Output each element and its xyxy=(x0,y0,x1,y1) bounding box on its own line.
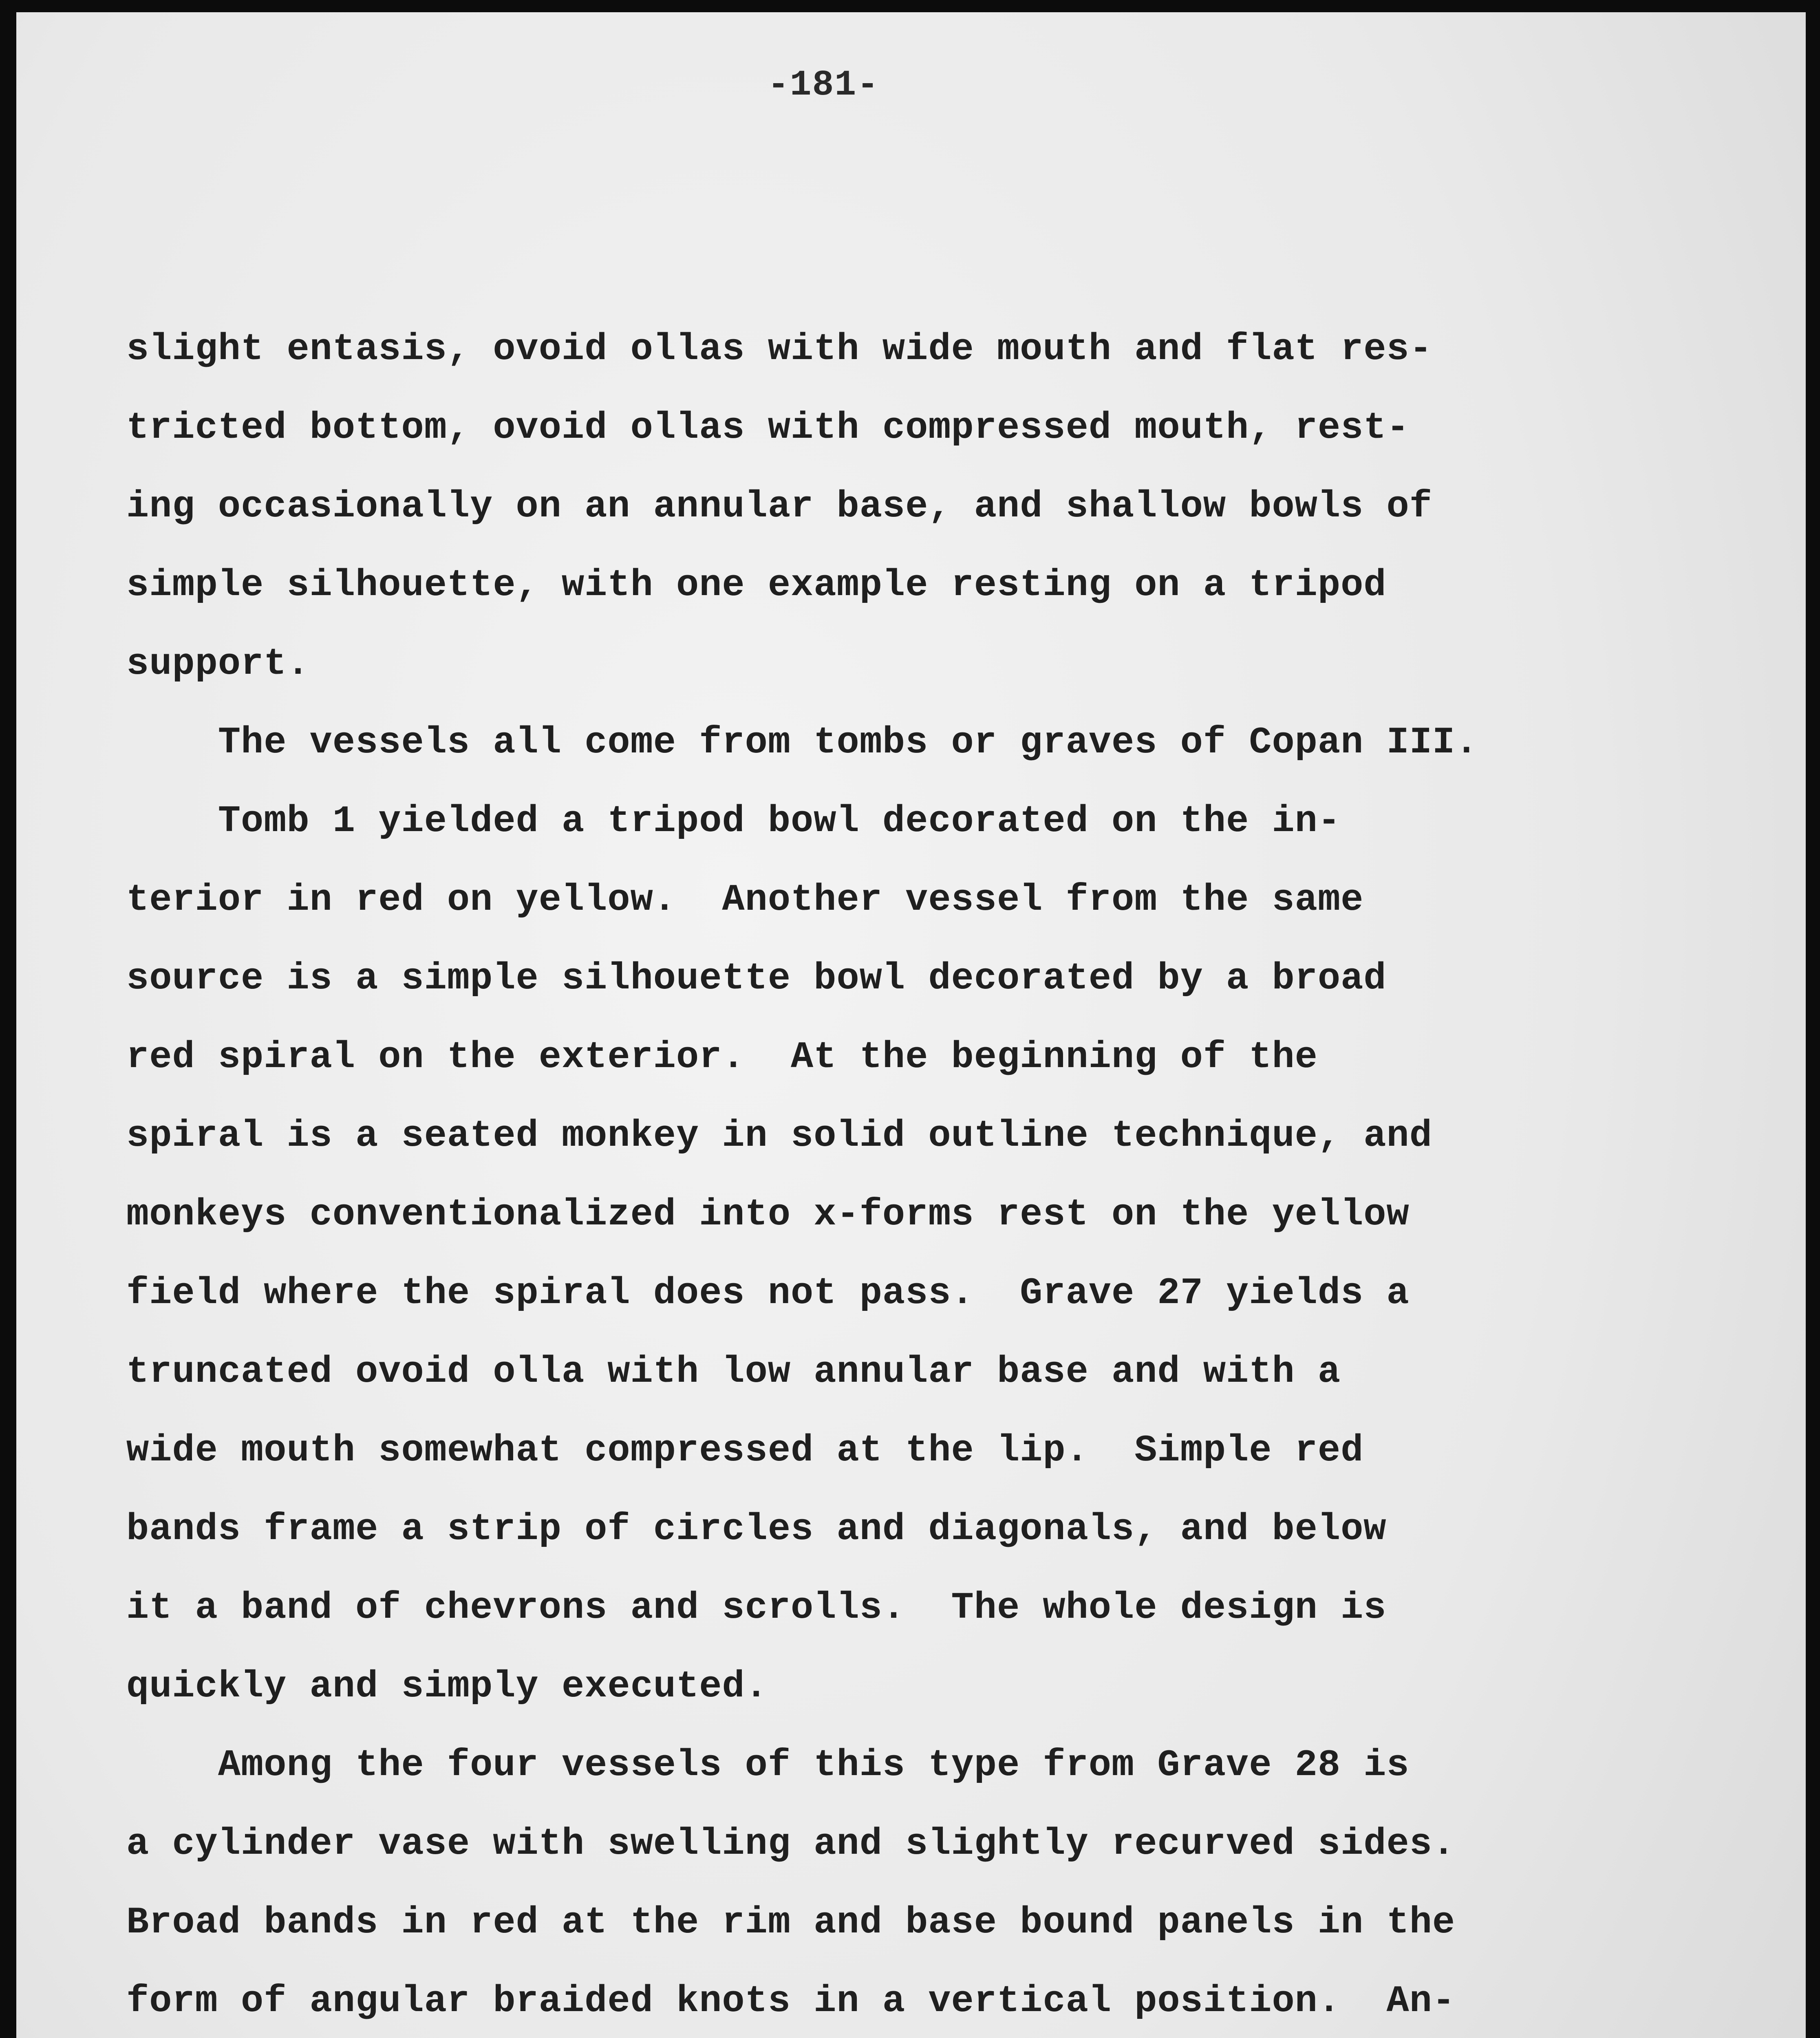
text-line: bands frame a strip of circles and diagonals, and below xyxy=(126,1508,1387,1551)
text-line: slight entasis, ovoid ollas with wide mouth and flat res- xyxy=(126,328,1432,371)
text-line: it a band of chevrons and scrolls. The whole design is xyxy=(126,1586,1387,1629)
text-line: spiral is a seated monkey in solid outline technique, and xyxy=(126,1114,1432,1157)
text-line: Tomb 1 yielded a tripod bowl decorated on the in- xyxy=(126,800,1341,843)
text-line: Broad bands in red at the rim and base bound panels in the xyxy=(126,1901,1456,1944)
text-line: source is a simple silhouette bowl decorated by a broad xyxy=(126,957,1387,1000)
text-line: quickly and simply executed. xyxy=(126,1665,768,1708)
text-line: support. xyxy=(126,642,310,685)
text-line: red spiral on the exterior. At the beginning of the xyxy=(126,1036,1318,1079)
body-text xyxy=(126,310,1594,2038)
text-line: field where the spiral does not pass. Grave 27 yields a xyxy=(126,1272,1410,1315)
text-line: The vessels all come from tombs or graves of Copan III. xyxy=(126,721,1478,764)
text-line: ing occasionally on an annular base, and shallow bowls of xyxy=(126,485,1432,528)
text-line: monkeys conventionalized into x-forms rest on the yellow xyxy=(126,1193,1410,1236)
text-line: Among the four vessels of this type from Grave 28 is xyxy=(126,1744,1410,1787)
text-line: truncated ovoid olla with low annular base and with a xyxy=(126,1350,1341,1393)
text-line: a cylinder vase with swelling and slightly recurved sides. xyxy=(126,1822,1456,1865)
document-page xyxy=(16,12,1806,2038)
page-number: -181- xyxy=(767,65,880,106)
text-line: terior in red on yellow. Another vessel from the same xyxy=(126,878,1364,921)
text-line: tricted bottom, ovoid ollas with compressed mouth, rest- xyxy=(126,406,1410,449)
text-line: wide mouth somewhat compressed at the lip. Simple red xyxy=(126,1429,1364,1472)
text-line: simple silhouette, with one example resting on a tripod xyxy=(126,564,1387,607)
text-line: form of angular braided knots in a vertical position. An- xyxy=(126,1980,1456,2023)
